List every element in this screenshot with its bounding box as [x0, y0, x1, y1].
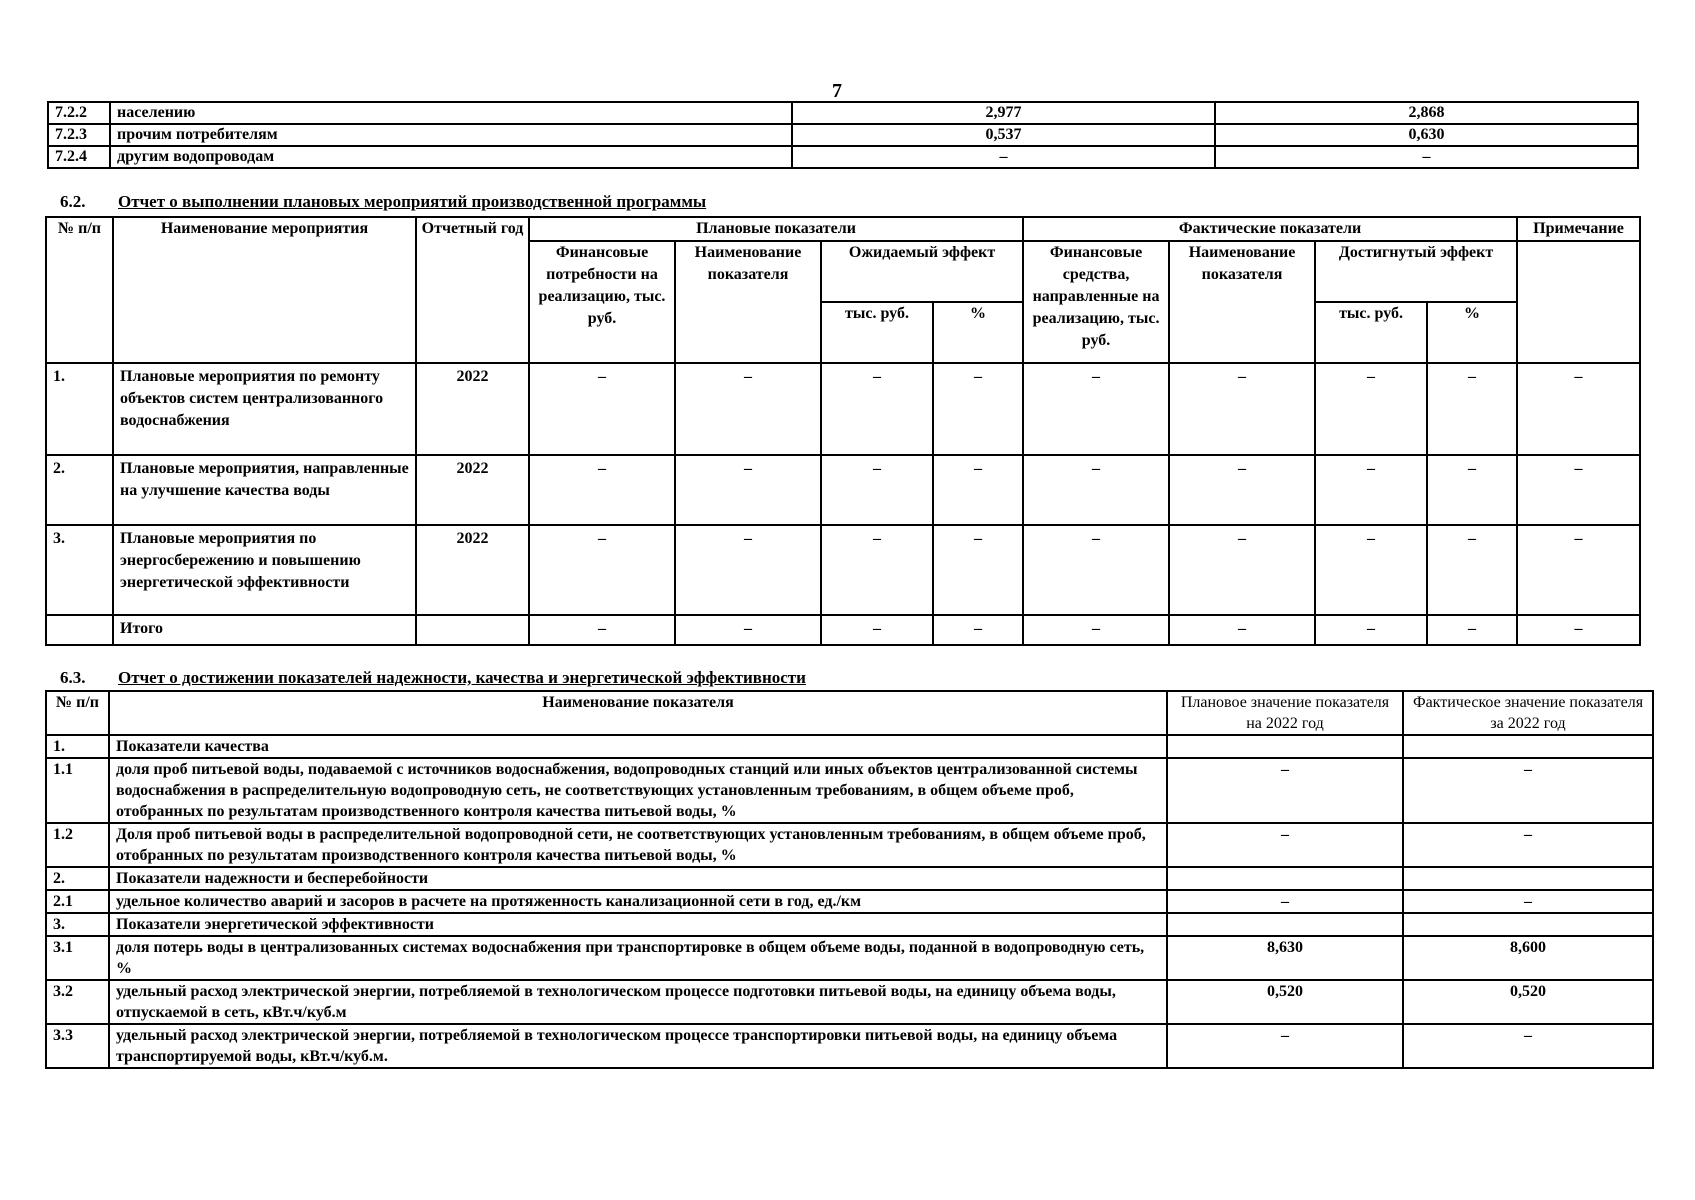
- page-number: 7: [832, 80, 842, 102]
- row-value: –: [675, 615, 821, 645]
- row-value: –: [1023, 363, 1169, 455]
- row-plan-value: –: [1167, 890, 1403, 913]
- row-value: –: [1315, 525, 1427, 615]
- row-value: –: [1169, 363, 1315, 455]
- table-row: [46, 823, 1653, 867]
- header-planned: Плановые показатели: [529, 217, 1023, 241]
- row-number: 3.: [46, 525, 113, 615]
- row-plan-value: –: [1167, 1024, 1403, 1068]
- section-number: 6.2.: [60, 192, 86, 211]
- table-row: [46, 363, 1640, 455]
- table-row: [48, 102, 1638, 124]
- row-number: 1.1: [46, 758, 109, 823]
- row-value: –: [529, 615, 675, 645]
- row-indicator-name: удельное количество аварий и засоров в расчете на протяженность канализационной сети в год, ед./км: [109, 890, 1167, 913]
- header-note-blank: [1517, 241, 1640, 363]
- section-6-3-title: [60, 668, 806, 688]
- row-value: –: [1517, 363, 1640, 455]
- header-actual: Фактические показатели: [1023, 217, 1517, 241]
- table-row: [46, 890, 1653, 913]
- header-achieved-effect: Достигнутый эффект: [1315, 241, 1517, 302]
- row-number: 2.: [46, 867, 109, 890]
- row-indicator-name: Показатели энергетической эффективности: [109, 913, 1167, 936]
- activities-table: [45, 216, 1641, 646]
- row-value: –: [675, 525, 821, 615]
- row-fact-value: –: [1403, 890, 1653, 913]
- row-value: –: [821, 615, 933, 645]
- header-plan-value: Плановое значение показателя на 2022 год: [1167, 691, 1403, 735]
- row-value: –: [529, 363, 675, 455]
- row-indicator-name: Показатели надежности и бесперебойности: [109, 867, 1167, 890]
- row-value: –: [1169, 455, 1315, 525]
- row-value: –: [1427, 363, 1517, 455]
- row-value: –: [1315, 615, 1427, 645]
- header-report-year: Отчетный год: [416, 217, 529, 363]
- row-year: [416, 615, 529, 645]
- row-value: –: [1315, 455, 1427, 525]
- row-value: –: [1169, 615, 1315, 645]
- row-plan-value: 0,520: [1167, 980, 1403, 1024]
- row-fact-value: [1403, 735, 1653, 758]
- table-row: [46, 455, 1640, 525]
- row-value: –: [1023, 455, 1169, 525]
- row-fact-value: [1403, 913, 1653, 936]
- row-indicator-name: Доля проб питьевой воды в распределительной водопроводной сети, не соответствующих установленным требованиям, в общем объеме проб, отобранных по результатам производственного контроля качества питьевой воды, %: [109, 823, 1167, 867]
- row-indicator-name: удельный расход электрической энергии, потребляемой в технологическом процессе транспортировки питьевой воды, на единицу объема транспортируемой воды, кВт.ч/куб.м.: [109, 1024, 1167, 1068]
- table-row: [46, 615, 1640, 645]
- header-indicator-name: Наименование показателя: [109, 691, 1167, 735]
- row-value: –: [1427, 525, 1517, 615]
- header-percent-fact: %: [1427, 302, 1517, 363]
- row-value: –: [933, 615, 1023, 645]
- row-value: –: [1315, 363, 1427, 455]
- table-row: [46, 913, 1653, 936]
- table-row: [46, 758, 1653, 823]
- row-activity-name: Плановые мероприятия по ремонту объектов систем централизованного водоснабжения: [113, 363, 416, 455]
- row-number: 3.3: [46, 1024, 109, 1068]
- table-row: [46, 867, 1653, 890]
- row-value: –: [1517, 455, 1640, 525]
- row-name: населению: [110, 102, 792, 124]
- row-activity-name: Плановые мероприятия, направленные на улучшение качества воды: [113, 455, 416, 525]
- row-indicator-name: удельный расход электрической энергии, потребляемой в технологическом процессе подготовки питьевой воды, на единицу объема воды, отпускаемой в сеть, кВт.ч/куб.м: [109, 980, 1167, 1024]
- row-indicator-name: Показатели качества: [109, 735, 1167, 758]
- header-num: № п/п: [46, 217, 113, 363]
- header-fact-value: Фактическое значение показателя за 2022 год: [1403, 691, 1653, 735]
- row-value: –: [1517, 615, 1640, 645]
- section-number: 6.3.: [60, 668, 86, 687]
- row-value: –: [821, 455, 933, 525]
- table-row: [46, 980, 1653, 1024]
- header-fin-means: Финансовые средства, направленные на реализацию, тыс. руб.: [1023, 241, 1169, 363]
- row-value: –: [1023, 615, 1169, 645]
- row-fact-value: –: [1403, 758, 1653, 823]
- row-number: 1.: [46, 363, 113, 455]
- row-fact-value: 0,630: [1215, 124, 1638, 146]
- row-name: прочим потребителям: [110, 124, 792, 146]
- row-value: –: [1023, 525, 1169, 615]
- row-plan-value: [1167, 735, 1403, 758]
- row-number: 7.2.2: [48, 102, 110, 124]
- row-plan-value: 0,537: [792, 124, 1215, 146]
- row-number: 2.1: [46, 890, 109, 913]
- indicators-table: [45, 690, 1654, 1069]
- section-6-2-title: [60, 192, 706, 212]
- row-indicator-name: доля потерь воды в централизованных системах водоснабжения при транспортировке в общем объеме воды, поданной в водопроводную сеть, %: [109, 936, 1167, 980]
- row-number: 3.1: [46, 936, 109, 980]
- row-value: –: [933, 525, 1023, 615]
- table-row: [48, 124, 1638, 146]
- row-activity-name: Итого: [113, 615, 416, 645]
- row-value: –: [675, 363, 821, 455]
- header-num: № п/п: [46, 691, 109, 735]
- row-value: –: [933, 455, 1023, 525]
- header-thousand-rub-plan: тыс. руб.: [821, 302, 933, 363]
- row-plan-value: –: [1167, 758, 1403, 823]
- row-plan-value: –: [792, 146, 1215, 168]
- row-value: –: [1427, 455, 1517, 525]
- row-value: –: [821, 525, 933, 615]
- row-fact-value: –: [1403, 823, 1653, 867]
- row-number: 3.2: [46, 980, 109, 1024]
- row-value: –: [1517, 525, 1640, 615]
- row-fact-value: –: [1403, 1024, 1653, 1068]
- row-activity-name: Плановые мероприятия по энергосбережению и повышению энергетической эффективности: [113, 525, 416, 615]
- row-plan-value: [1167, 913, 1403, 936]
- row-value: –: [529, 525, 675, 615]
- header-note: Примечание: [1517, 217, 1640, 241]
- row-number: 1.2: [46, 823, 109, 867]
- row-number: 2.: [46, 455, 113, 525]
- row-year: 2022: [416, 525, 529, 615]
- header-thousand-rub-fact: тыс. руб.: [1315, 302, 1427, 363]
- row-number: [46, 615, 113, 645]
- row-plan-value: [1167, 867, 1403, 890]
- header-indicator-name-plan: Наименование показателя: [675, 241, 821, 363]
- row-indicator-name: доля проб питьевой воды, подаваемой с источников водоснабжения, водопроводных станций или иных объектов централизованной системы водоснабжения в распределительную водопроводную сеть, не соответствующих установленным требованиям, в общем объеме проб, отобранных по результатам производственного контроля качества питьевой воды, %: [109, 758, 1167, 823]
- table-row: [46, 1024, 1653, 1068]
- row-plan-value: 8,630: [1167, 936, 1403, 980]
- table-row: [46, 936, 1653, 980]
- row-name: другим водопроводам: [110, 146, 792, 168]
- header-percent-plan: %: [933, 302, 1023, 363]
- row-value: –: [529, 455, 675, 525]
- row-number: 3.: [46, 913, 109, 936]
- row-value: –: [821, 363, 933, 455]
- row-fact-value: –: [1215, 146, 1638, 168]
- row-fact-value: [1403, 867, 1653, 890]
- header-indicator-name-fact: Наименование показателя: [1169, 241, 1315, 363]
- row-fact-value: 2,868: [1215, 102, 1638, 124]
- section-title-text: Отчет о достижении показателей надежности, качества и энергетической эффективности: [118, 668, 806, 687]
- row-fact-value: 8,600: [1403, 936, 1653, 980]
- row-plan-value: 2,977: [792, 102, 1215, 124]
- row-value: –: [933, 363, 1023, 455]
- header-expected-effect: Ожидаемый эффект: [821, 241, 1023, 302]
- row-year: 2022: [416, 363, 529, 455]
- row-number: 7.2.3: [48, 124, 110, 146]
- row-value: –: [1427, 615, 1517, 645]
- row-number: 1.: [46, 735, 109, 758]
- continuation-table: [47, 101, 1639, 169]
- row-value: –: [1169, 525, 1315, 615]
- header-activity-name: Наименование мероприятия: [113, 217, 416, 363]
- row-number: 7.2.4: [48, 146, 110, 168]
- table-row: [48, 146, 1638, 168]
- row-year: 2022: [416, 455, 529, 525]
- header-fin-needs: Финансовые потребности на реализацию, тыс. руб.: [529, 241, 675, 363]
- row-value: –: [675, 455, 821, 525]
- row-plan-value: –: [1167, 823, 1403, 867]
- table-row: [46, 735, 1653, 758]
- row-fact-value: 0,520: [1403, 980, 1653, 1024]
- section-title-text: Отчет о выполнении плановых мероприятий производственной программы: [118, 192, 707, 211]
- table-row: [46, 525, 1640, 615]
